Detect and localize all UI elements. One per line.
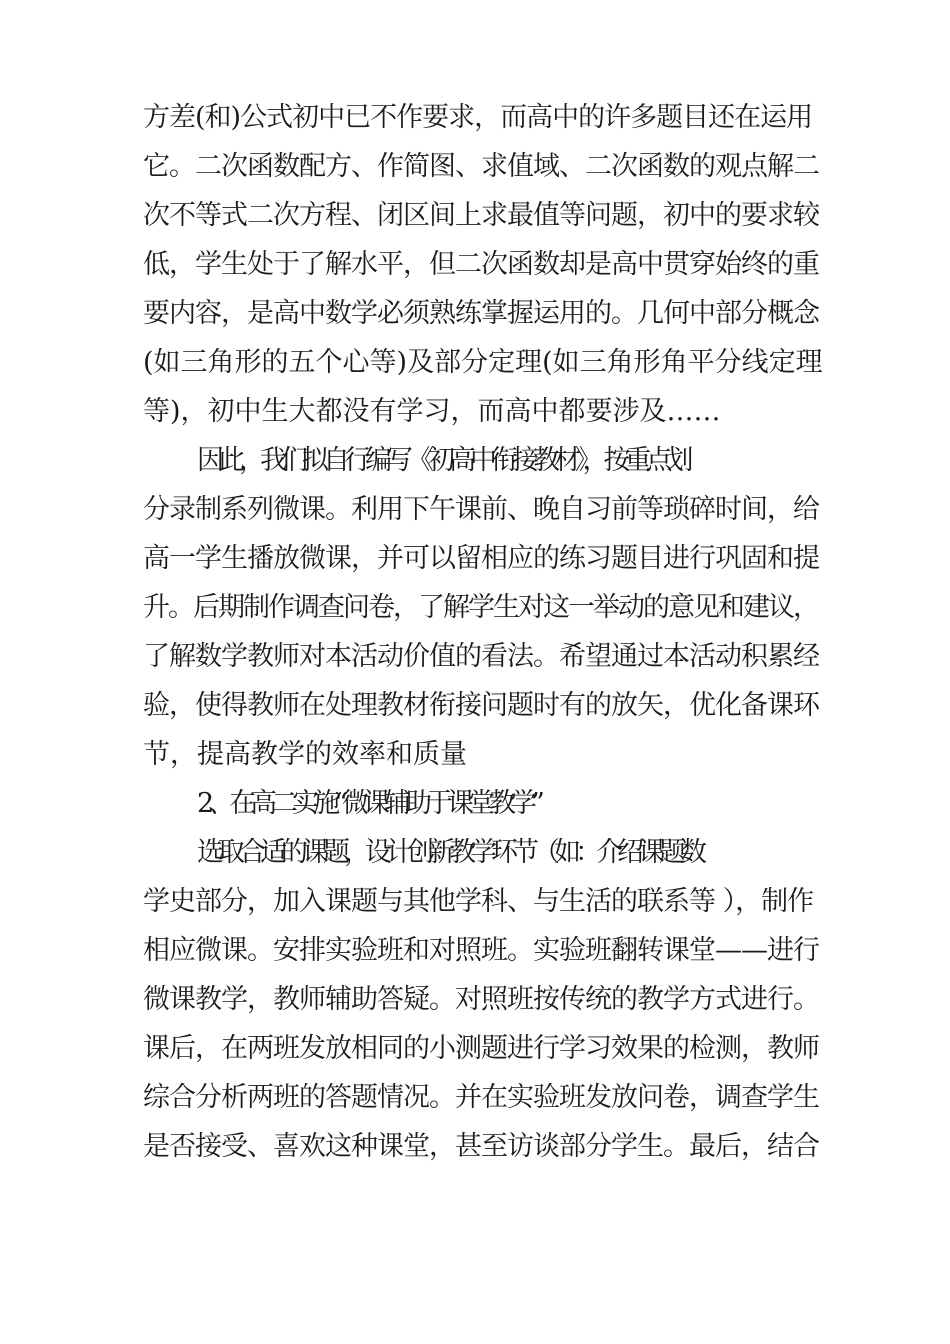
text-line: 等)，初中生大都没有学习，而高中都要涉及……	[143, 396, 721, 427]
text-line: 相应微课。安排实验班和对照班。实验班翻转课堂——进行	[143, 935, 819, 966]
text-line: 它。二次函数配方、作简图、求值域、二次函数的观点解二	[143, 151, 819, 182]
text-line: 综合分析两班的答题情况。并在实验班发放问卷，调查学生	[143, 1082, 819, 1113]
text-line: 分录制系列微课。利用下午课前、晚自习前等琐碎时间，给	[143, 494, 819, 525]
section-heading: 2、在高二实施“微课辅助于课堂教学”	[197, 788, 539, 819]
text-line: 升。后期制作调查问卷，了解学生对这一举动的意见和建议，	[143, 592, 818, 623]
paragraph-first-line: 因此，我们拟自行编写《初高中衔接教材》，按重点划	[197, 445, 688, 476]
text-line: 是否接受、喜欢这种课堂，甚至访谈部分学生。最后，结合	[143, 1131, 819, 1162]
text-line: (如三角形的五个心等)及部分定理(如三角形角平分线定理	[143, 347, 823, 378]
text-line: 课后，在两班发放相同的小测题进行学习效果的检测，教师	[143, 1033, 819, 1064]
paragraph-first-line: 选取合适的课题，设计创新教学环节（如：介绍课题数	[197, 837, 701, 868]
text-line: 了解数学教师对本活动价值的看法。希望通过本活动积累经	[143, 641, 819, 672]
text-line: 学史部分，加入课题与其他学科、与生活的联系等 ），制作	[143, 886, 814, 917]
text-line: 方差(和)公式初中已不作要求，而高中的许多题目还在运用	[143, 102, 813, 133]
text-line: 低，学生处于了解水平，但二次函数却是高中贯穿始终的重	[143, 249, 819, 280]
text-line: 验，使得教师在处理教材衔接问题时有的放矢，优化备课环	[143, 690, 819, 721]
text-line: 高一学生播放微课，并可以留相应的练习题目进行巩固和提	[143, 543, 819, 574]
text-line: 微课教学，教师辅助答疑。对照班按传统的教学方式进行。	[143, 984, 819, 1015]
text-line: 次不等式二次方程、闭区间上求最值等问题，初中的要求较	[143, 200, 819, 231]
text-line: 要内容，是高中数学必须熟练掌握运用的。几何中部分概念	[143, 298, 819, 329]
text-line: 节，提高教学的效率和质量	[143, 739, 467, 770]
